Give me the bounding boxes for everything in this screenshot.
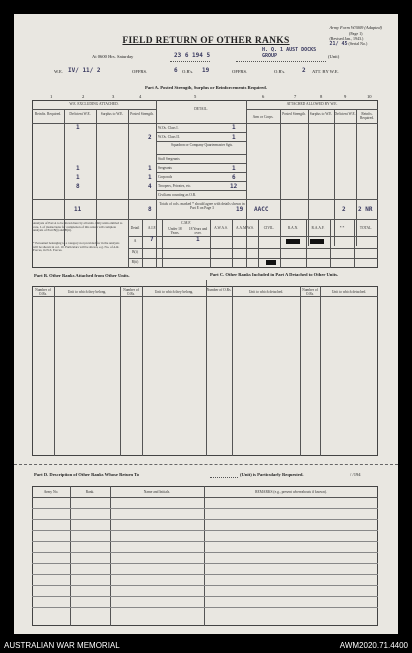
part-bc-table <box>32 286 378 456</box>
an-col-awas: A.W.A.S. <box>214 226 228 230</box>
wo1-right-posted: 1 <box>232 124 236 131</box>
col-num-4: 4 <box>139 94 142 99</box>
we-value: IV/ 11/ 2 <box>68 67 101 74</box>
part-d-table <box>32 486 378 626</box>
col-deficient-left: Deficient W.E. <box>69 112 91 116</box>
form-ref-line2: (Page 1) <box>348 30 363 36</box>
ors-value: 19 <box>202 67 210 74</box>
col-reinfts-right: Reinfts. Required. <box>359 112 375 121</box>
col-num-5: 5 <box>194 94 197 99</box>
row-detail-civ: Civilians counting as O.R. <box>158 193 197 197</box>
ors2-label: O.R's. <box>274 69 286 74</box>
an-row-bi: B(i) <box>132 250 138 254</box>
cpl-posted: 1 <box>148 174 152 181</box>
redaction-mark <box>266 260 276 265</box>
d-col-rank: Rank. <box>85 490 95 494</box>
we-label: W.E. <box>54 69 64 74</box>
total-posted: 8 <box>148 206 152 213</box>
col-num-9: 9 <box>344 94 347 99</box>
ors2-value: 2 <box>302 67 306 74</box>
c-col-num1: Number of O.Rs. <box>206 288 232 292</box>
b-col-unit2: Unit to which they belong. <box>154 290 194 294</box>
col-arm: Arm or Corps. <box>252 115 274 119</box>
form-title: FIELD RETURN OF OTHER RANKS <box>122 36 290 46</box>
form-ref-line3: (Revised Jan., 1943.) <box>329 35 364 41</box>
an-col-other: * * <box>339 226 345 230</box>
offrs-value: 6 <box>174 67 178 74</box>
col-deficient-right: Deficient W.E. <box>334 112 356 116</box>
total-reinf-right: 2 NR <box>358 206 373 213</box>
sgt-deficient: 1 <box>76 165 80 172</box>
row-detail-wo2: W.Os. Class II. <box>158 135 180 139</box>
archive-footer <box>0 637 412 653</box>
wo1-deficient: 1 <box>76 124 80 131</box>
redaction-mark <box>310 239 324 244</box>
form-page <box>14 14 398 634</box>
an-a-cmf: 1 <box>196 236 200 243</box>
an-col-ran: R.A.N. <box>287 226 299 230</box>
b-col-num2: Number of O.Rs. <box>123 288 139 297</box>
cpl-deficient: 1 <box>76 174 80 181</box>
row-detail-pte: Troopers, Privates, etc. <box>158 184 192 188</box>
c-col-unit2: Unit to which detached. <box>331 290 367 294</box>
b-col-num1: Number of O.Rs. <box>35 288 51 297</box>
part-b-title: Part B. Other Ranks Attached from Other Units. <box>34 273 130 278</box>
unit-name: H. Q. 1 AUST DOCKS GROUP <box>262 47 317 59</box>
cpl-right-posted: 6 <box>232 174 236 181</box>
d-col-armyno: Army No. <box>43 490 59 494</box>
total-deficient-right: 2 <box>342 206 346 213</box>
serial-number: 21/ 45 <box>329 41 348 48</box>
form-ref-line1: Army Form W3009 (Adapted) <box>329 25 382 30</box>
serial-label: (Serial No.) <box>348 41 368 47</box>
sgt-right-posted: 1 <box>232 165 236 172</box>
unit-label: (Unit) <box>328 54 340 59</box>
pte-right-posted: 12 <box>230 183 238 190</box>
an-col-detail: Detail <box>130 226 140 230</box>
b-col-unit1: Unit to which they belong. <box>67 290 107 294</box>
left-group-header: W.E. EXCLUDING ATTACHED. <box>69 102 119 106</box>
sgt-posted: 1 <box>148 165 152 172</box>
col-detail: DETAIL. <box>194 107 208 111</box>
pte-posted: 4 <box>148 183 152 190</box>
an-col-aif: A.I.F. <box>147 226 157 230</box>
att-label: ATT. BY W.E. <box>312 69 339 74</box>
an-col-under18: Under 18 Years. <box>168 227 182 236</box>
an-row-a: A <box>133 239 137 243</box>
col-num-10: 10 <box>367 94 372 99</box>
col-num-1: 1 <box>50 94 53 99</box>
row-detail-totals: Totals of cols. marked * should agree with details shown in Part E on Page 3 <box>159 202 245 211</box>
row-detail-wo1: W.Os. Class I. <box>158 126 179 130</box>
col-num-7: 7 <box>294 94 297 99</box>
wo2-posted: 2 <box>148 134 152 141</box>
an-col-civil: CIVIL. <box>263 226 275 230</box>
right-group-header: ATTACHED ALLOWED BY W.E. <box>286 102 338 106</box>
c-col-num2: Number of O.Rs. <box>302 288 318 297</box>
row-detail-sgt: Sergeants <box>158 166 172 170</box>
col-num-2: 2 <box>82 94 85 99</box>
total-arm: AACC <box>254 206 269 213</box>
col-num-6: 6 <box>262 94 265 99</box>
d-col-name: Name and Initials. <box>143 490 171 494</box>
col-surplus-right: Surplus to W.E. <box>309 112 333 116</box>
row-detail-cpl: Corporals <box>158 175 173 179</box>
an-row-bii: B(ii) <box>131 260 139 264</box>
col-posted-left: Posted Strength. <box>130 112 154 116</box>
an-col-total: TOTAL. <box>359 226 373 230</box>
col-num-3: 3 <box>112 94 115 99</box>
return-date: 23 6 194 5 <box>174 52 211 59</box>
part-d-date: / /194 <box>350 472 361 477</box>
col-num-8: 8 <box>320 94 323 99</box>
footer-catalogue-id: AWM2020.71.4400 <box>339 641 408 650</box>
redaction-mark <box>286 239 300 244</box>
col-surplus-left: Surplus to W.E. <box>100 112 124 116</box>
analysis-note2: * Personnel belonging to a category not provided for in the analysis will be shown in col. 10. Particulars will be shown, e.g. No. of A.R. Forces, in N.Z. Forces. <box>33 241 120 253</box>
col-posted-right: Posted Strength. <box>282 112 306 116</box>
wo2-right-posted: 1 <box>232 134 236 141</box>
part-a-title: Part A. Posted Strength, Surplus or Reinforcements Required. <box>145 85 267 90</box>
footer-institution: AUSTRALIAN WAR MEMORIAL <box>4 641 120 650</box>
an-col-cmf: C.M.F. <box>181 221 191 225</box>
part-d-tail: (Unit) is Particularly Requested. <box>240 472 304 477</box>
at-time-label: At 0600 Hrs. Saturday <box>92 54 134 59</box>
offrs2-label: OFFRS. <box>232 69 248 74</box>
part-d-title: Part D. Description of Other Ranks Whose Return To <box>34 472 140 477</box>
an-col-raaf: R.A.A.F. <box>311 226 325 230</box>
row-detail-cqms: Squadron or Company Quartermaster Sgts. <box>171 143 233 147</box>
part-c-title: Part C. Other Ranks Included in Part A Detached to Other Units. <box>210 272 339 277</box>
c-col-unit1: Unit to which detached. <box>248 290 284 294</box>
row-detail-ssgt: Staff Sergeants <box>158 157 180 161</box>
total-deficient: 11 <box>74 206 82 213</box>
pte-deficient: 8 <box>76 183 80 190</box>
total-right-posted: 19 <box>236 206 244 213</box>
col-reinfts-left: Reinfts. Required. <box>34 112 62 116</box>
d-col-remarks: REMARKS (e.g., present whereabouts if known). <box>255 490 327 494</box>
an-a-aif: 7 <box>150 236 154 243</box>
an-col-aamws: A.A.M.W.S. <box>236 226 254 230</box>
analysis-note: Analysis of Part A to be shown here by all units. Only units entitled to care, I. of instructions for completion of this return will complete analysis of Part B(i) and B(ii). <box>33 221 123 233</box>
ors-label: O.R's. <box>182 69 194 74</box>
an-col-18over: 18 Years and over. <box>188 227 208 236</box>
offrs-label: OFFRS. <box>132 69 148 74</box>
